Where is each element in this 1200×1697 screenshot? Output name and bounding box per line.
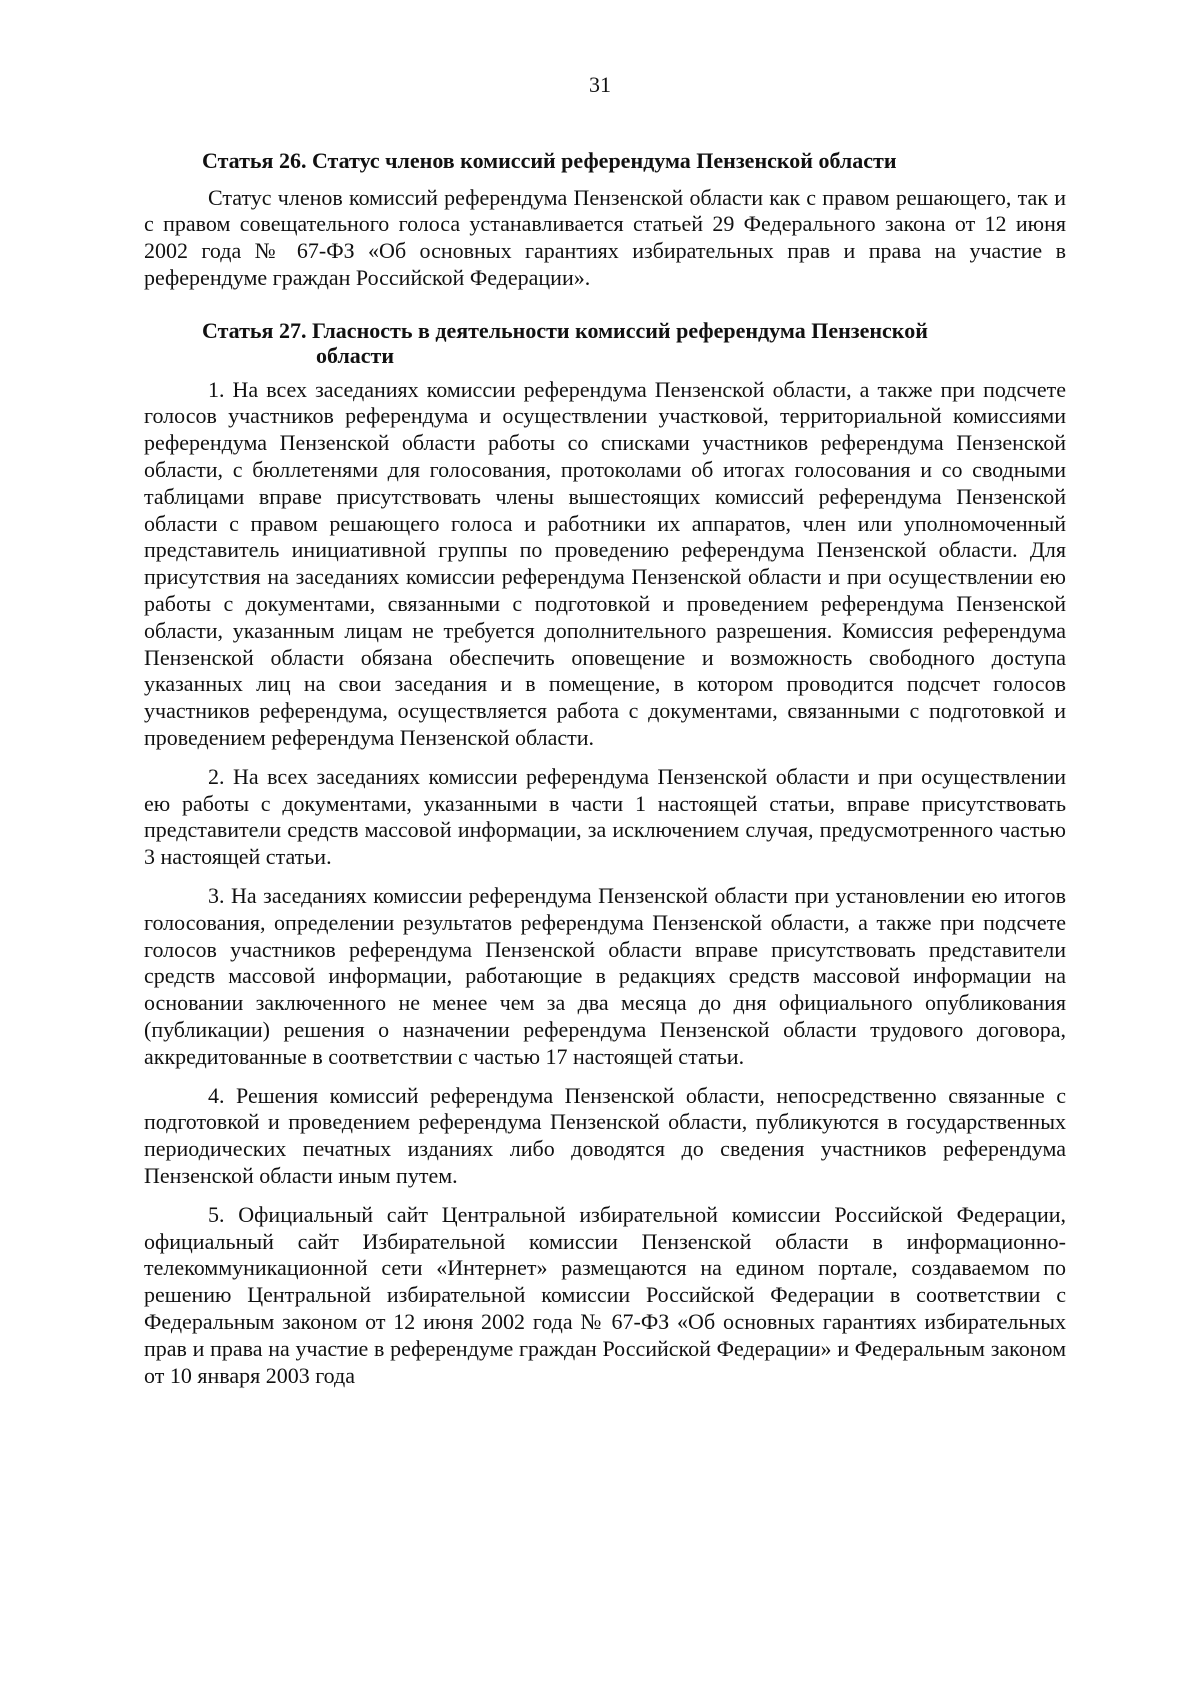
article-27-heading-line2: области [316,343,395,369]
article-26-heading: Статья 26. Статус членов комиссий референдума Пензенской области [202,148,897,173]
article-27-paragraph-4: 4. Решения комиссий референдума Пензенской области, непосредственно связанные с подготовкой и проведением референдума Пензенской области, публикуются в государственных периодических печатных изданиях либо доводятся до сведения участников референдума Пензенской области иным путем. [144,1082,1066,1188]
article-27-paragraph-3: 3. На заседаниях комиссии референдума Пензенской области при установлении ею итогов голосования, определении результатов референдума Пензенской области, а также при подсчете голосов участников референдума Пензенской области вправе присутствовать представители средств массовой информации, работающие в редакциях средств массовой информации на основании заключенного не менее чем за два месяца до дня официального опубликования (публикации) решения о назначении референдума Пензенской области трудового договора, аккредитованные в соответствии с частью 17 настоящей статьи. [144,883,1066,1069]
article-27-heading [144,318,1066,369]
article-27-paragraph-1: 1. На всех заседаниях комиссии референдума Пензенской области, а также при подсчете голосов участников референдума и осуществлении участковой, территориальной комиссиями референдума Пензенской области работы со списками участников референдума Пензенской области, с бюллетенями для голосования, протоколами об итогах голосования и со сводными таблицами вправе присутствовать члены вышестоящих комиссий референдума Пензенской области с правом решающего голоса и работники их аппаратов, член или уполномоченный представитель инициативной группы по проведению референдума Пензенской области. Для присутствия на заседаниях комиссии референдума Пензенской области и при осуществлении ею работы с документами, связанными с подготовкой и проведением референдума Пензенской области, указанным лицам не требуется дополнительного разрешения. Комиссия референдума Пензенской области обязана обеспечить оповещение и возможность свободного доступа указанных лиц на свои заседания и в помещение, в котором проводится подсчет голосов участников референдума, осуществляется работа с документами, связанными с подготовкой и проведением референдума Пензенской области. [144,376,1066,751]
article-26-paragraph: Статус членов комиссий референдума Пензенской области как с правом решающего, так и с правом совещательного голоса устанавливается статьей 29 Федерального закона от 12 июня 2002 года № 67-ФЗ «Об основных гарантиях избирательных прав и права на участие в референдуме граждан Российской Федерации». [144,184,1066,290]
page-number: 31 [589,72,611,97]
article-27-paragraph-5: 5. Официальный сайт Центральной избирательной комиссии Российской Федерации, официальный сайт Избирательной комиссии Пензенской области в информационно-телекоммуникационной сети «Интернет» размещаются на едином портале, создаваемом по решению Центральной избирательной комиссии Российской Федерации в соответствии с Федеральным законом от 12 июня 2002 года № 67-ФЗ «Об основных гарантиях избирательных прав и права на участие в референдуме граждан Российской Федерации» и Федеральным законом от 10 января 2003 года [144,1201,1066,1388]
document-body [144,148,1066,1389]
article-27-paragraph-2: 2. На всех заседаниях комиссии референдума Пензенской области и при осуществлении ею работы с документами, указанными в части 1 настоящей статьи, вправе присутствовать представители средств массовой информации, за исключением случая, предусмотренного частью 3 настоящей статьи. [144,763,1066,870]
article-27-heading-line1: Статья 27. Гласность в деятельности комиссий референдума Пензенской [202,317,928,343]
